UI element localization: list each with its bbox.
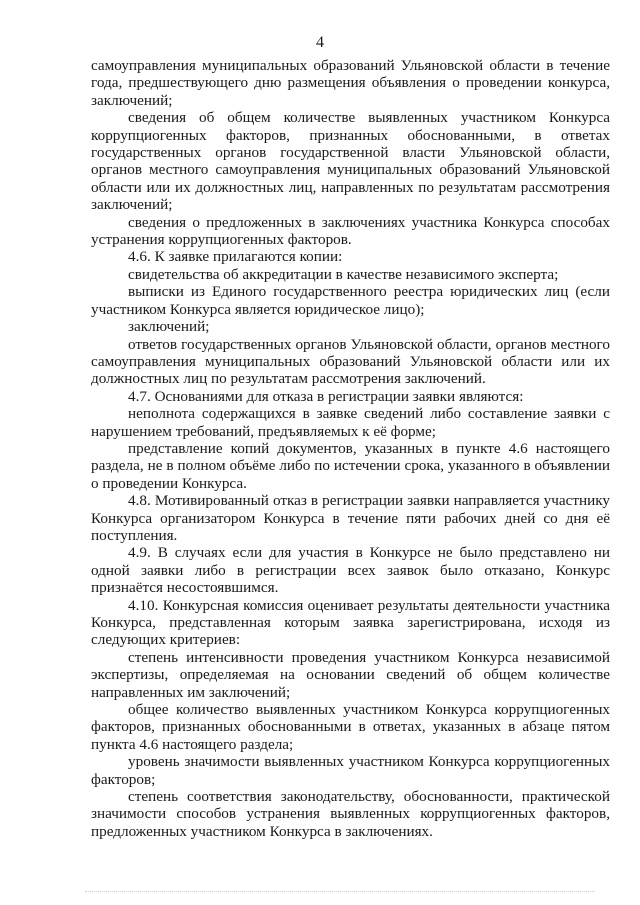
paragraph-conclusions: заключений; — [128, 318, 210, 336]
paragraph-authority-responses: ответов государственных органов Ульяновской области, органов местного самоуправления муниципальных образований Ульяновской области или их должностных лиц по результатам рассмотрения заключений. — [91, 335, 610, 388]
paragraph-registry-extract: выписки из Единого государственного реестра юридических лиц (если участником Конкурса является юридическое лицо); — [91, 283, 610, 318]
paragraph-4-8: 4.8. Мотивированный отказ в регистрации заявки направляется участнику Конкурса организатором Конкурса в течение пяти рабочих дней со дня её поступления. — [91, 492, 610, 544]
paragraph-incomplete-information: неполнота содержащихся в заявке сведений либо составление заявки с нарушением требований, предъявляемых к её форме; — [91, 405, 610, 440]
page-number: 4 — [316, 34, 324, 51]
paragraph-4-9: 4.9. В случаях если для участия в Конкурсе не было представлено ни одной заявки либо в регистрации всех заявок было отказано, Конкурс признаётся несостоявшимся. — [91, 544, 610, 597]
paragraph-4-7-heading: 4.7. Основаниями для отказа в регистрации заявки являются: — [128, 387, 524, 405]
paragraph-local-government-conclusions: самоуправления муниципальных образований Ульяновской области в течение года, предшествующего дню размещения объявления о проведении конкурса, заключений; — [91, 57, 610, 109]
paragraph-accreditation-certificate: свидетельства об аккредитации в качестве независимого эксперта; — [128, 265, 559, 283]
paragraph-corruption-factors-count: сведения об общем количестве выявленных участником Конкурса коррупциогенных факторов, признанных обоснованными, в ответах государственных органов государственной власти Ульяновской области, органов местного самоуправления муниципальных образований Ульяновской области или их должностных лиц, направленных по результатам рассмотрения заключений; — [91, 109, 610, 214]
paragraph-criterion-significance: уровень значимости выявленных участником Конкурса коррупциогенных факторов; — [91, 753, 610, 788]
scan-edge-artifact — [85, 891, 595, 893]
paragraph-criterion-intensity: степень интенсивности проведения участником Конкурса независимой экспертизы, определяемая на основании сведений об общем количестве направленных им заключений; — [91, 648, 610, 701]
paragraph-elimination-methods: сведения о предложенных в заключениях участника Конкурса способах устранения коррупциогенных факторов. — [91, 213, 610, 249]
document-body — [91, 57, 610, 840]
paragraph-copies-not-in-full: представление копий документов, указанных в пункте 4.6 настоящего раздела, не в полном объёме либо по истечении срока, указанного в объявлении о проведении Конкурса. — [91, 439, 610, 492]
paragraph-criterion-total-factors: общее количество выявленных участником Конкурса коррупциогенных факторов, признанных обоснованными в ответах, указанных в абзаце пятом пункта 4.6 настоящего раздела; — [91, 701, 610, 753]
paragraph-4-10: 4.10. Конкурсная комиссия оценивает результаты деятельности участника Конкурса, представленная которым заявка зарегистрирована, исходя из следующих критериев: — [91, 596, 610, 649]
paragraph-4-6-heading: 4.6. К заявке прилагаются копии: — [128, 248, 343, 266]
paragraph-criterion-compliance: степень соответствия законодательству, обоснованности, практической значимости способов устранения выявленных коррупциогенных факторов, предложенных участником Конкурса в заключениях. — [91, 788, 610, 840]
